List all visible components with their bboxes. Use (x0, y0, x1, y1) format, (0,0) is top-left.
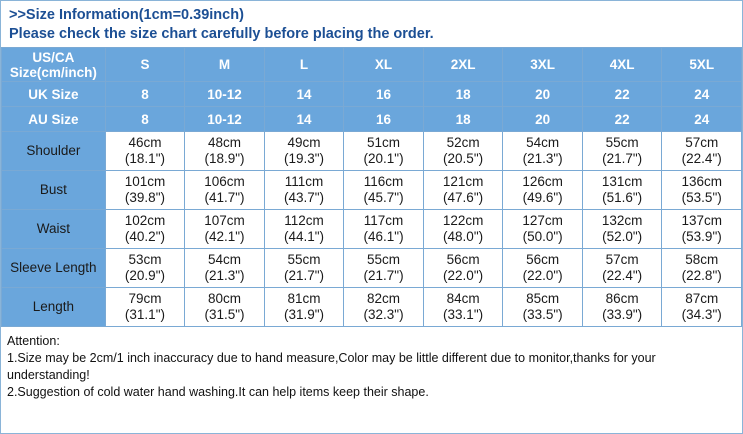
measure-inch: (18.1") (124, 151, 165, 166)
measure-inch: (31.1") (124, 307, 165, 322)
measure-cm: 84cm (446, 291, 480, 306)
measure-cm: 132cm (601, 213, 643, 228)
au-size-value: 22 (582, 107, 662, 132)
measure-cm: 85cm (526, 291, 560, 306)
measurement-cell (582, 288, 662, 327)
measurement-cell (105, 171, 185, 210)
measure-cm: 54cm (207, 252, 241, 267)
measure-inch: (43.7") (283, 190, 325, 205)
measure-cm: 117cm (363, 213, 404, 228)
measure-cm: 112cm (284, 213, 324, 228)
measurement-cell (344, 210, 424, 249)
measure-inch: (46.1") (363, 229, 404, 244)
measure-inch: (20.5") (443, 151, 484, 166)
measurement-cell (662, 210, 742, 249)
measure-cm: 101cm (124, 174, 166, 189)
row-label-sleeve-length: Sleeve Length (2, 249, 106, 288)
size-info-subtitle: Please check the size chart carefully before placing the order. (9, 26, 434, 42)
measurement-cell (503, 210, 583, 249)
measurement-cell (105, 249, 185, 288)
measure-cm: 137cm (681, 213, 722, 228)
measure-cm: 53cm (128, 252, 162, 267)
measurement-cell (503, 132, 583, 171)
measure-inch: (31.5") (204, 307, 245, 322)
measure-inch: (40.2") (124, 229, 165, 244)
measurement-cell (264, 210, 344, 249)
measure-cm: 102cm (124, 213, 166, 228)
table-row (2, 249, 742, 288)
measure-cm: 136cm (681, 174, 722, 189)
measure-inch: (53.9") (681, 229, 722, 244)
measure-inch: (21.3") (522, 151, 563, 166)
measure-cm: 79cm (128, 291, 162, 306)
measure-inch: (39.8") (124, 190, 165, 205)
table-row (2, 132, 742, 171)
size-chart-table (1, 47, 742, 327)
measure-cm: 126cm (522, 174, 563, 189)
measurement-cell (503, 249, 583, 288)
measure-inch: (31.9") (283, 307, 325, 322)
measure-inch: (32.3") (363, 307, 404, 322)
measurement-cell (582, 210, 662, 249)
measurement-cell (503, 288, 583, 327)
measurement-cell (662, 132, 742, 171)
size-info-title: >>Size Information(1cm=0.39inch) (9, 7, 244, 23)
row-label-line1: US/CA (32, 49, 75, 65)
au-size-value: 16 (344, 107, 424, 132)
measure-cm: 55cm (287, 252, 321, 267)
measure-cm: 86cm (605, 291, 639, 306)
measure-inch: (18.9") (204, 151, 245, 166)
table-row (2, 210, 742, 249)
measure-inch: (51.6") (602, 190, 643, 205)
measure-cm: 116cm (363, 174, 404, 189)
measure-cm: 58cm (685, 252, 719, 267)
measure-cm: 52cm (446, 135, 480, 150)
measurement-cell (105, 132, 185, 171)
measure-inch: (21.7") (363, 268, 404, 283)
au-size-value: 20 (503, 107, 583, 132)
au-size-value: 14 (264, 107, 344, 132)
measurement-cell (423, 171, 503, 210)
row-label-au-size: AU Size (2, 107, 106, 132)
measurement-cell (185, 210, 265, 249)
measure-cm: 55cm (605, 135, 639, 150)
column-header: 2XL (423, 48, 503, 82)
measure-cm: 49cm (287, 135, 321, 150)
row-label-shoulder: Shoulder (2, 132, 106, 171)
measure-inch: (34.3") (681, 307, 722, 322)
measurement-cell (344, 132, 424, 171)
column-header: 3XL (503, 48, 583, 82)
row-label-length: Length (2, 288, 106, 327)
measurement-cell (582, 249, 662, 288)
measurement-cell (185, 171, 265, 210)
measure-inch: (19.3") (283, 151, 325, 166)
table-row (2, 288, 742, 327)
row-label-uk-size: UK Size (2, 82, 106, 107)
measure-cm: 57cm (605, 252, 639, 267)
measurement-cell (662, 249, 742, 288)
measure-cm: 56cm (446, 252, 480, 267)
measure-inch: (22.8") (681, 268, 722, 283)
measure-inch: (22.0") (522, 268, 563, 283)
measure-inch: (22.0") (443, 268, 484, 283)
measure-inch: (41.7") (204, 190, 245, 205)
measure-inch: (47.6") (443, 190, 484, 205)
measure-inch: (50.0") (522, 229, 563, 244)
attention-item-1: 1.Size may be 2cm/1 inch inaccuracy due to hand measure,Color may be little different due to monitor,thanks for your understanding! (7, 351, 656, 382)
au-size-value: 8 (105, 107, 185, 132)
uk-size-value: 10-12 (185, 82, 265, 107)
table-header-row-au (2, 107, 742, 132)
row-label-line2: Size(cm/inch) (9, 64, 97, 80)
uk-size-value: 24 (662, 82, 742, 107)
measure-cm: 54cm (526, 135, 560, 150)
uk-size-value: 18 (423, 82, 503, 107)
measure-inch: (21.3") (204, 268, 245, 283)
measure-cm: 87cm (685, 291, 719, 306)
measure-inch: (49.6") (522, 190, 563, 205)
column-header: 4XL (582, 48, 662, 82)
measurement-cell (264, 171, 344, 210)
measurement-cell (185, 288, 265, 327)
column-header: XL (344, 48, 424, 82)
row-label-bust: Bust (2, 171, 106, 210)
measurement-cell (264, 288, 344, 327)
measure-cm: 57cm (685, 135, 719, 150)
measure-cm: 127cm (522, 213, 563, 228)
measure-cm: 131cm (601, 174, 643, 189)
uk-size-value: 16 (344, 82, 424, 107)
column-header: L (264, 48, 344, 82)
measure-cm: 48cm (207, 135, 241, 150)
measure-inch: (42.1") (204, 229, 245, 244)
measure-inch: (21.7") (602, 151, 643, 166)
table-header-row-sizes (2, 48, 742, 82)
attention-item-2: 2.Suggestion of cold water hand washing.It can help items keep their shape. (7, 385, 429, 399)
measure-cm: 106cm (204, 174, 245, 189)
measure-inch: (33.9") (602, 307, 643, 322)
measure-cm: 122cm (442, 213, 484, 228)
measurement-cell (662, 288, 742, 327)
row-label-uscasize (2, 48, 106, 82)
measurement-cell (423, 132, 503, 171)
measurement-cell (185, 132, 265, 171)
measurement-cell (423, 249, 503, 288)
measure-inch: (21.7") (283, 268, 325, 283)
measure-inch: (22.4") (681, 151, 722, 166)
header-block (1, 1, 742, 44)
measure-inch: (33.5") (522, 307, 563, 322)
measure-inch: (52.0") (602, 229, 643, 244)
measurement-cell (185, 249, 265, 288)
measure-inch: (33.1") (443, 307, 484, 322)
measure-cm: 51cm (367, 135, 401, 150)
measure-cm: 107cm (204, 213, 245, 228)
column-header: 5XL (662, 48, 742, 82)
attention-title: Attention: (7, 334, 60, 348)
measurement-cell (344, 288, 424, 327)
attention-notes (1, 327, 742, 401)
measure-inch: (20.1") (363, 151, 404, 166)
measurement-cell (582, 132, 662, 171)
measurement-cell (662, 171, 742, 210)
uk-size-value: 8 (105, 82, 185, 107)
measurement-cell (264, 249, 344, 288)
measurement-cell (344, 171, 424, 210)
au-size-value: 24 (662, 107, 742, 132)
measure-inch: (48.0") (443, 229, 484, 244)
measurement-cell (503, 171, 583, 210)
measure-cm: 111cm (284, 174, 324, 189)
table-row (2, 171, 742, 210)
measure-inch: (53.5") (681, 190, 722, 205)
measurement-cell (582, 171, 662, 210)
measurement-cell (105, 210, 185, 249)
row-label-waist: Waist (2, 210, 106, 249)
column-header: S (105, 48, 185, 82)
uk-size-value: 20 (503, 82, 583, 107)
measure-inch: (22.4") (602, 268, 643, 283)
uk-size-value: 22 (582, 82, 662, 107)
measure-cm: 82cm (367, 291, 401, 306)
measurement-cell (344, 249, 424, 288)
au-size-value: 10-12 (185, 107, 265, 132)
measure-cm: 81cm (287, 291, 321, 306)
measure-cm: 56cm (526, 252, 560, 267)
measurement-cell (264, 132, 344, 171)
measure-inch: (45.7") (363, 190, 404, 205)
measure-cm: 80cm (207, 291, 241, 306)
uk-size-value: 14 (264, 82, 344, 107)
column-header: M (185, 48, 265, 82)
measure-cm: 46cm (128, 135, 162, 150)
measure-cm: 121cm (442, 174, 484, 189)
measurement-cell (423, 210, 503, 249)
measure-inch: (20.9") (124, 268, 165, 283)
au-size-value: 18 (423, 107, 503, 132)
measurement-cell (105, 288, 185, 327)
table-header-row-uk (2, 82, 742, 107)
measure-cm: 55cm (367, 252, 401, 267)
measurement-cell (423, 288, 503, 327)
measure-inch: (44.1") (283, 229, 325, 244)
